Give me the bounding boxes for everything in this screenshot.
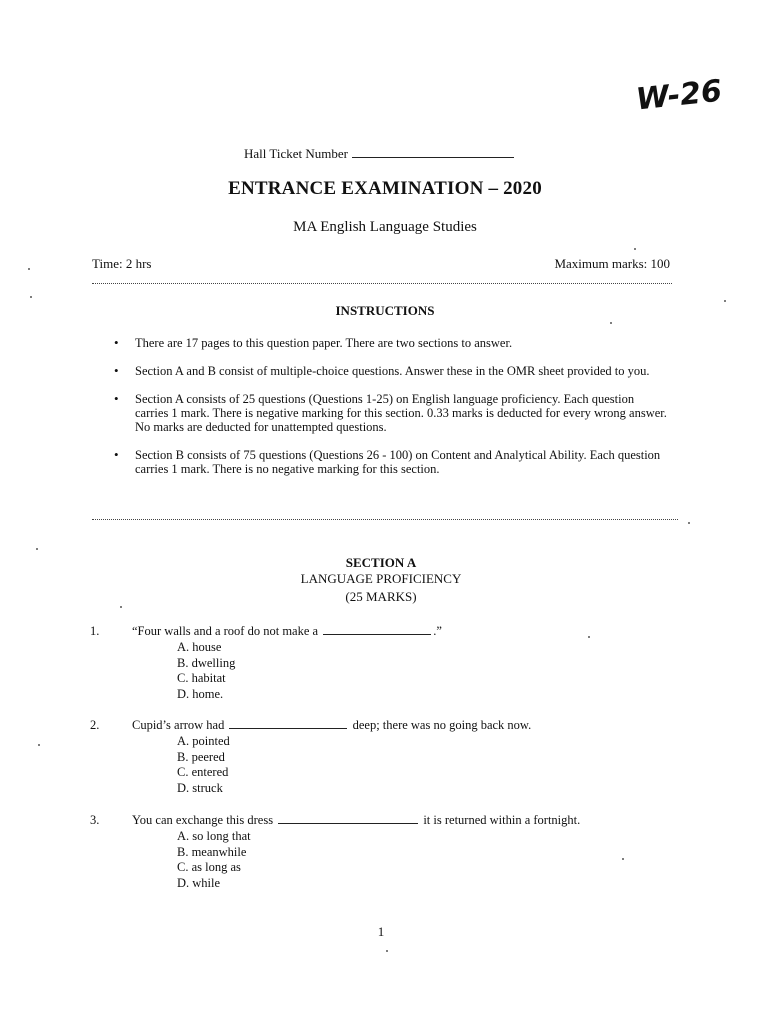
- scan-speck: [588, 636, 590, 638]
- question-number: 2.: [90, 718, 100, 732]
- option: C. entered: [177, 765, 229, 779]
- scan-speck: [36, 548, 38, 550]
- scan-speck: [724, 300, 726, 302]
- hall-ticket-field: [244, 146, 514, 162]
- scan-speck: [30, 296, 32, 298]
- option: D. while: [177, 875, 221, 890]
- scan-speck: [622, 858, 624, 860]
- scan-speck: [28, 268, 30, 270]
- instruction-item: • Section A and B consist of multiple-choice questions. Answer these in the OMR sheet provided to you.: [112, 364, 668, 378]
- options-list: [177, 640, 235, 702]
- option: B. dwelling: [177, 655, 236, 670]
- option: C. as long as: [177, 860, 241, 874]
- option: C. habitat: [177, 671, 226, 685]
- options-list: [177, 734, 230, 796]
- question-number: 3.: [90, 813, 100, 827]
- question-stem: Cupid’s arrow had deep; there was no going back now.: [132, 718, 532, 732]
- answer-blank: [323, 624, 431, 635]
- option: A. so long that: [177, 829, 251, 843]
- option: A. house: [177, 640, 222, 654]
- dotted-divider-top: [92, 283, 672, 284]
- exam-subtitle: MA English Language Studies: [293, 219, 477, 235]
- instruction-item: • Section B consists of 75 questions (Questions 26 - 100) on Content and Analytical Ability. Each question carries 1 mark. There is no negative marking for this section.: [112, 448, 668, 476]
- scan-speck: [120, 606, 122, 608]
- question-stem: You can exchange this dress it is returned within a fortnight.: [132, 813, 581, 827]
- question-stem: “Four walls and a roof do not make a .”: [132, 624, 442, 638]
- exam-time: Time: 2 hrs: [92, 256, 152, 271]
- instructions-list: [112, 336, 668, 490]
- page-number: 1: [377, 924, 385, 939]
- scan-speck: [38, 744, 40, 746]
- question-number: 1.: [90, 624, 100, 638]
- options-list: [177, 829, 251, 891]
- hall-ticket-label: Hall Ticket Number: [244, 146, 348, 161]
- answer-blank: [229, 718, 347, 729]
- instructions-title: INSTRUCTIONS: [335, 303, 435, 318]
- scan-speck: [386, 950, 388, 952]
- hall-ticket-blank: [352, 146, 514, 158]
- max-marks: Maximum marks: 100: [554, 256, 670, 271]
- section-title: SECTION A: [345, 555, 417, 570]
- dotted-divider-bottom: [92, 519, 678, 520]
- scan-speck: [634, 248, 636, 250]
- scan-speck: [688, 522, 690, 524]
- section-marks: (25 MARKS): [345, 589, 417, 604]
- option: A. pointed: [177, 734, 230, 748]
- handwritten-mark: W-26: [634, 73, 724, 118]
- section-subtitle: LANGUAGE PROFICIENCY: [300, 571, 462, 586]
- option: B. meanwhile: [177, 844, 247, 859]
- option: B. peered: [177, 749, 225, 764]
- option: D. struck: [177, 780, 223, 795]
- scan-speck: [610, 322, 612, 324]
- option: D. home.: [177, 686, 224, 701]
- instruction-item: • Section A consists of 25 questions (Questions 1-25) on English language proficiency. Each question carries 1 mark. There is negative marking for this section. 0.33 marks is deducted for every wrong answer. No marks are deducted for unattempted questions.: [112, 392, 668, 434]
- exam-title: ENTRANCE EXAMINATION – 2020: [228, 178, 542, 199]
- answer-blank: [278, 813, 418, 824]
- instruction-item: • There are 17 pages to this question paper. There are two sections to answer.: [112, 336, 668, 350]
